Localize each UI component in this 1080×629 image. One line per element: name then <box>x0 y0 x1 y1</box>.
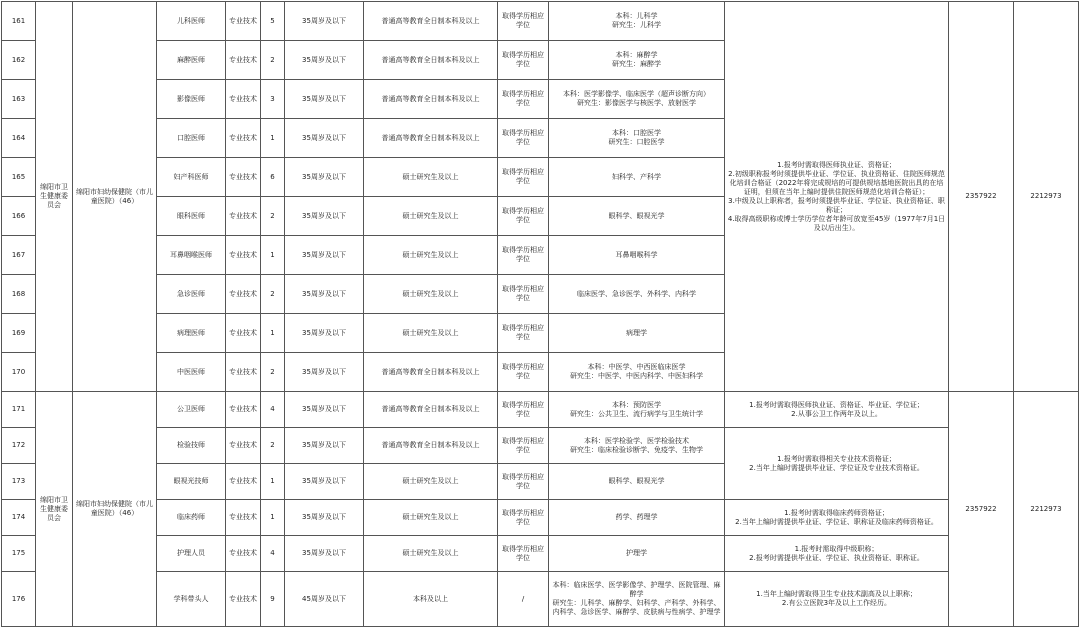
cell-count: 4 <box>261 536 285 572</box>
cell-type: 专业技术 <box>226 158 261 197</box>
cell-education: 普通高等教育全日制本科及以上 <box>364 2 498 41</box>
cell-degree: 取得学历相应 学位 <box>498 119 549 158</box>
cell-unit: 绵阳市妇幼保健院（市儿童医院）（46） <box>73 392 157 627</box>
cell-post: 麻醉医师 <box>157 41 226 80</box>
cell-education: 硕士研究生及以上 <box>364 158 498 197</box>
cell-count: 4 <box>261 392 285 428</box>
cell-education: 普通高等教育全日制本科及以上 <box>364 41 498 80</box>
table-row <box>2 536 1079 572</box>
cell-degree: 取得学历相应 学位 <box>498 236 549 275</box>
cell-education: 普通高等教育全日制本科及以上 <box>364 428 498 464</box>
cell-major: 病理学 <box>549 314 725 353</box>
cell-education: 普通高等教育全日制本科及以上 <box>364 392 498 428</box>
cell-phone-2: 2212973 <box>1014 392 1079 627</box>
cell-age: 45周岁及以下 <box>285 572 364 627</box>
cell-education: 硕士研究生及以上 <box>364 236 498 275</box>
cell-count: 2 <box>261 275 285 314</box>
cell-major: 临床医学、急诊医学、外科学、内科学 <box>549 275 725 314</box>
cell-post: 妇产科医师 <box>157 158 226 197</box>
cell-age: 35周岁及以下 <box>285 500 364 536</box>
cell-no: 163 <box>2 80 36 119</box>
cell-type: 专业技术 <box>226 80 261 119</box>
cell-post: 病理医师 <box>157 314 226 353</box>
cell-no: 174 <box>2 500 36 536</box>
cell-education: 硕士研究生及以上 <box>364 536 498 572</box>
cell-count: 2 <box>261 197 285 236</box>
cell-major: 护理学 <box>549 536 725 572</box>
cell-age: 35周岁及以下 <box>285 236 364 275</box>
cell-degree: / <box>498 572 549 627</box>
table-row <box>2 500 1079 536</box>
cell-age: 35周岁及以下 <box>285 392 364 428</box>
cell-type: 专业技术 <box>226 236 261 275</box>
cell-requirements: 1.报考时需取得中级职称； 2.报考时需提供毕业证、学位证、执业资格证、职称证。 <box>725 536 949 572</box>
cell-no: 172 <box>2 428 36 464</box>
cell-degree: 取得学历相应 学位 <box>498 80 549 119</box>
cell-age: 35周岁及以下 <box>285 464 364 500</box>
cell-age: 35周岁及以下 <box>285 197 364 236</box>
cell-degree: 取得学历相应 学位 <box>498 314 549 353</box>
cell-type: 专业技术 <box>226 500 261 536</box>
cell-type: 专业技术 <box>226 392 261 428</box>
cell-type: 专业技术 <box>226 572 261 627</box>
cell-age: 35周岁及以下 <box>285 314 364 353</box>
cell-education: 普通高等教育全日制本科及以上 <box>364 353 498 392</box>
cell-post: 耳鼻咽喉医师 <box>157 236 226 275</box>
cell-type: 专业技术 <box>226 197 261 236</box>
cell-education: 硕士研究生及以上 <box>364 500 498 536</box>
cell-count: 6 <box>261 158 285 197</box>
cell-degree: 取得学历相应 学位 <box>498 41 549 80</box>
cell-post: 公卫医师 <box>157 392 226 428</box>
cell-major: 本科：儿科学 研究生：儿科学 <box>549 2 725 41</box>
cell-post: 急诊医师 <box>157 275 226 314</box>
cell-count: 1 <box>261 236 285 275</box>
cell-degree: 取得学历相应 学位 <box>498 275 549 314</box>
cell-no: 169 <box>2 314 36 353</box>
cell-degree: 取得学历相应 学位 <box>498 353 549 392</box>
cell-type: 专业技术 <box>226 464 261 500</box>
cell-count: 1 <box>261 500 285 536</box>
cell-count: 3 <box>261 80 285 119</box>
cell-requirements: 1.当年上编时需取得卫生专业技术副高及以上职称； 2.有公立医院3年及以上工作经历。 <box>725 572 949 627</box>
cell-age: 35周岁及以下 <box>285 119 364 158</box>
cell-count: 2 <box>261 428 285 464</box>
table-row <box>2 2 1079 41</box>
cell-no: 167 <box>2 236 36 275</box>
cell-major: 药学、药理学 <box>549 500 725 536</box>
cell-major: 本科：预防医学 研究生：公共卫生、流行病学与卫生统计学 <box>549 392 725 428</box>
cell-education: 普通高等教育全日制本科及以上 <box>364 119 498 158</box>
cell-type: 专业技术 <box>226 353 261 392</box>
cell-no: 170 <box>2 353 36 392</box>
cell-post: 学科带头人 <box>157 572 226 627</box>
cell-count: 1 <box>261 119 285 158</box>
cell-post: 影像医师 <box>157 80 226 119</box>
cell-post: 检验技师 <box>157 428 226 464</box>
table-row <box>2 392 1079 428</box>
cell-post: 眼科医师 <box>157 197 226 236</box>
cell-major: 本科：口腔医学 研究生：口腔医学 <box>549 119 725 158</box>
cell-degree: 取得学历相应 学位 <box>498 428 549 464</box>
cell-count: 1 <box>261 464 285 500</box>
cell-major: 眼科学、眼视光学 <box>549 464 725 500</box>
cell-post: 眼视光技师 <box>157 464 226 500</box>
cell-age: 35周岁及以下 <box>285 275 364 314</box>
cell-education: 普通高等教育全日制本科及以上 <box>364 80 498 119</box>
cell-education: 硕士研究生及以上 <box>364 275 498 314</box>
cell-age: 35周岁及以下 <box>285 158 364 197</box>
cell-major: 本科：医学检验学、医学检验技术 研究生：临床检验诊断学、免疫学、生物学 <box>549 428 725 464</box>
cell-age: 35周岁及以下 <box>285 41 364 80</box>
cell-type: 专业技术 <box>226 275 261 314</box>
cell-degree: 取得学历相应 学位 <box>498 536 549 572</box>
cell-major: 本科：临床医学、医学影像学、护理学、医院管理、麻醉学 研究生：儿科学、麻醉学、妇科学、产科学、外科学、内科学、急诊医学、麻醉学、皮肤病与性病学、护理学 <box>549 572 725 627</box>
cell-no: 171 <box>2 392 36 428</box>
cell-phone-1: 2357922 <box>949 392 1014 627</box>
cell-no: 166 <box>2 197 36 236</box>
cell-major: 本科：麻醉学 研究生：麻醉学 <box>549 41 725 80</box>
cell-age: 35周岁及以下 <box>285 2 364 41</box>
cell-major: 眼科学、眼视光学 <box>549 197 725 236</box>
cell-no: 175 <box>2 536 36 572</box>
cell-degree: 取得学历相应 学位 <box>498 464 549 500</box>
table-row <box>2 572 1079 627</box>
cell-no: 161 <box>2 2 36 41</box>
cell-phone-1: 2357922 <box>949 2 1014 392</box>
cell-count: 5 <box>261 2 285 41</box>
cell-age: 35周岁及以下 <box>285 353 364 392</box>
cell-count: 2 <box>261 41 285 80</box>
cell-type: 专业技术 <box>226 536 261 572</box>
cell-no: 165 <box>2 158 36 197</box>
cell-department: 绵阳市卫生健康委员会 <box>36 392 73 627</box>
cell-unit: 绵阳市妇幼保健院（市儿童医院）（46） <box>73 2 157 392</box>
cell-post: 护理人员 <box>157 536 226 572</box>
cell-no: 162 <box>2 41 36 80</box>
cell-age: 35周岁及以下 <box>285 428 364 464</box>
cell-requirements: 1.报考时需取得医师执业证、资格证、毕业证、学位证； 2.从事公卫工作两年及以上。 <box>725 392 949 428</box>
cell-degree: 取得学历相应 学位 <box>498 500 549 536</box>
cell-age: 35周岁及以下 <box>285 536 364 572</box>
cell-no: 176 <box>2 572 36 627</box>
cell-post: 口腔医师 <box>157 119 226 158</box>
cell-education: 本科及以上 <box>364 572 498 627</box>
cell-major: 本科：医学影像学、临床医学（超声诊断方向） 研究生：影像医学与核医学、放射医学 <box>549 80 725 119</box>
cell-no: 164 <box>2 119 36 158</box>
cell-age: 35周岁及以下 <box>285 80 364 119</box>
cell-phone-2: 2212973 <box>1014 2 1079 392</box>
cell-degree: 取得学历相应 学位 <box>498 197 549 236</box>
cell-major: 本科：中医学、中西医临床医学 研究生：中医学、中医内科学、中医妇科学 <box>549 353 725 392</box>
cell-type: 专业技术 <box>226 119 261 158</box>
cell-type: 专业技术 <box>226 41 261 80</box>
cell-count: 9 <box>261 572 285 627</box>
cell-post: 儿科医师 <box>157 2 226 41</box>
cell-post: 临床药师 <box>157 500 226 536</box>
cell-education: 硕士研究生及以上 <box>364 464 498 500</box>
cell-type: 专业技术 <box>226 314 261 353</box>
cell-post: 中医医师 <box>157 353 226 392</box>
cell-count: 1 <box>261 314 285 353</box>
cell-requirements: 1.报考时需取得相关专业技术资格证； 2.当年上编时需提供毕业证、学位证及专业技术资格证。 <box>725 428 949 500</box>
cell-education: 硕士研究生及以上 <box>364 197 498 236</box>
cell-education: 硕士研究生及以上 <box>364 314 498 353</box>
cell-requirements: 1.报考时需取得临床药师资格证； 2.当年上编时需提供毕业证、学位证、职称证及临床药师资格证。 <box>725 500 949 536</box>
cell-major: 耳鼻咽喉科学 <box>549 236 725 275</box>
table-row <box>2 428 1079 464</box>
cell-degree: 取得学历相应 学位 <box>498 158 549 197</box>
cell-type: 专业技术 <box>226 428 261 464</box>
cell-department: 绵阳市卫生健康委员会 <box>36 2 73 392</box>
cell-no: 168 <box>2 275 36 314</box>
cell-requirements: 1.报考时需取得医师执业证、资格证； 2.初级职称报考时须提供毕业证、学位证、执业资格证、住院医师规范化培训合格证（2022年将完成规培的可提供规培基地医院出具的在培证明，但须在当年上编时提供住院医师规范化培训合格证）； 3.中级及以上职称者，报考时须提供毕业证、学位证、执业资格证、职称证； 4.取得高级职称或博士学历学位者年龄可放宽至45岁（1977年7月1日及以后出生）。 <box>725 2 949 392</box>
cell-type: 专业技术 <box>226 2 261 41</box>
table-body <box>2 2 1079 627</box>
cell-count: 2 <box>261 353 285 392</box>
recruitment-table <box>1 1 1079 627</box>
cell-degree: 取得学历相应 学位 <box>498 2 549 41</box>
cell-major: 妇科学、产科学 <box>549 158 725 197</box>
cell-degree: 取得学历相应 学位 <box>498 392 549 428</box>
cell-no: 173 <box>2 464 36 500</box>
